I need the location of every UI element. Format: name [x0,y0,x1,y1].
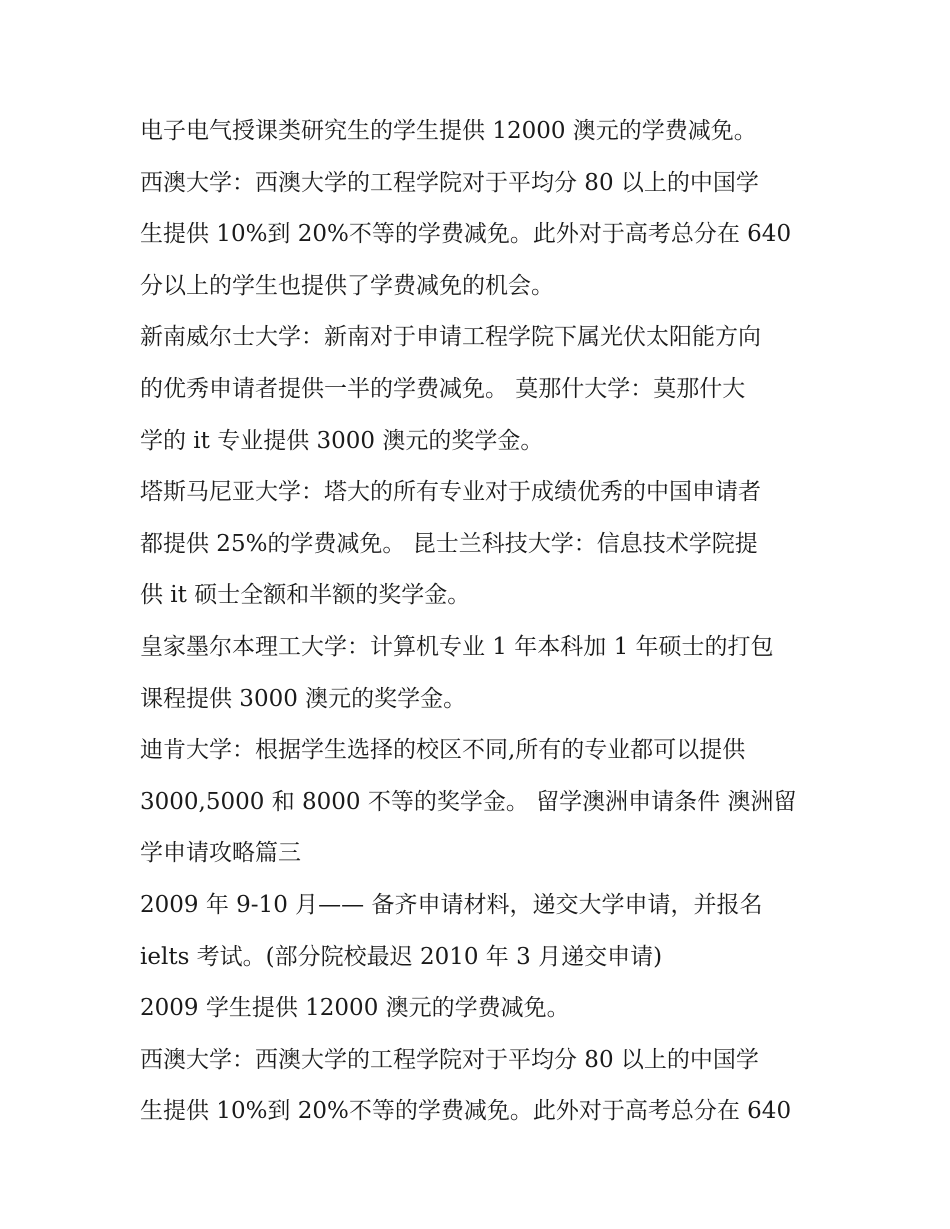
text-line-19: 西澳大学：西澳大学的工程学院对于平均分 80 以上的中国学 [140,1046,759,1073]
text-line-5: 新南威尔士大学：新南对于申请工程学院下属光伏太阳能方向 [140,324,761,351]
document-body [140,106,830,1138]
text-line-1: 电子电气授课类研究生的学生提供 12000 澳元的学费减免。 [140,118,757,144]
text-line-17: ielts 考试。(部分院校最迟 2010 年 3 月递交申请) [140,943,663,970]
text-line-8: 塔斯马尼亚大学：塔大的所有专业对于成绩优秀的中国申请者 [140,479,761,506]
text-line-16: 2009 年 9-10 月—— 备齐申请材料，递交大学申请，并报名 [140,891,763,918]
text-line-6: 的优秀申请者提供一半的学费减免。 莫那什大学：莫那什大 [140,375,746,402]
text-line-20: 生提供 10%到 20%不等的学费减免。此外对于高考总分在 640 [140,1098,792,1125]
text-line-11: 皇家墨尔本理工大学：计算机专业 1 年本科加 1 年硕士的打包 [140,633,774,660]
text-line-14: 3000,5000 和 8000 不等的奖学金。 留学澳洲申请条件 澳洲留 [140,788,797,815]
text-line-15: 学申请攻略篇三 [140,840,301,867]
text-line-3: 生提供 10%到 20%不等的学费减免。此外对于高考总分在 640 [140,221,792,248]
text-line-12: 课程提供 3000 澳元的奖学金。 [140,685,467,712]
text-line-18: 2009 学生提供 12000 澳元的学费减免。 [140,995,570,1022]
text-line-9: 都提供 25%的学费减免。 昆士兰科技大学：信息技术学院提 [140,530,758,557]
text-line-2: 西澳大学：西澳大学的工程学院对于平均分 80 以上的中国学 [140,169,759,196]
text-line-7: 学的 it 专业提供 3000 澳元的奖学金。 [140,427,544,454]
text-line-10: 供 it 硕士全额和半额的奖学金。 [140,582,471,609]
text-line-4: 分以上的学生也提供了学费减免的机会。 [140,272,554,299]
text-line-13: 迪肯大学：根据学生选择的校区不同,所有的专业都可以提供 [140,737,746,764]
